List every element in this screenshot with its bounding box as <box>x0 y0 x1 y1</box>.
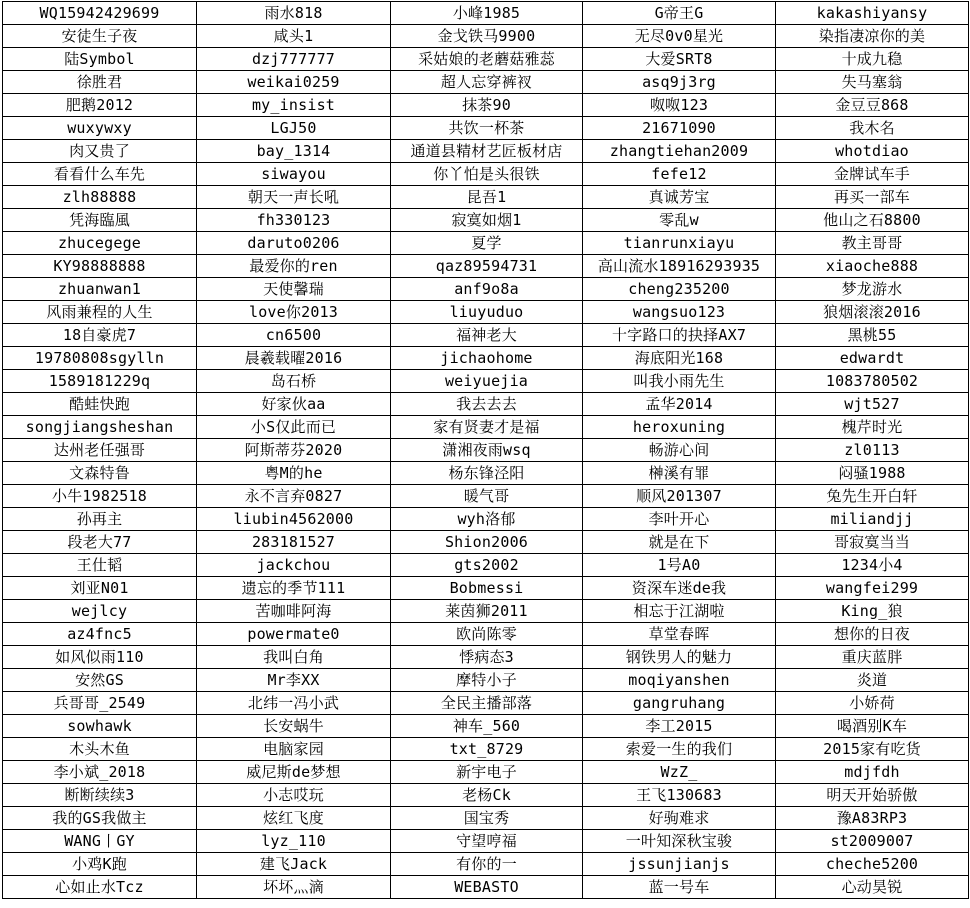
table-cell[interactable]: 叫我小雨先生 <box>583 370 776 393</box>
table-cell[interactable]: my_insist <box>197 94 391 117</box>
table-cell[interactable]: 十成九稳 <box>776 48 969 71</box>
table-cell[interactable]: miliandjj <box>776 508 969 531</box>
table-cell[interactable]: 槐芹时光 <box>776 416 969 439</box>
table-row <box>3 370 969 393</box>
table-cell[interactable]: WQ15942429699 <box>3 2 197 25</box>
table-cell[interactable]: jichaohome <box>391 347 583 370</box>
table-cell[interactable]: 好家伙aa <box>197 393 391 416</box>
table-cell[interactable]: 看看什么车先 <box>3 163 197 186</box>
table-cell[interactable]: 有你的一 <box>391 853 583 876</box>
table-row <box>3 416 969 439</box>
table-cell[interactable]: 凭海臨風 <box>3 209 197 232</box>
table-row <box>3 94 969 117</box>
table-body <box>3 2 969 899</box>
table-cell[interactable]: 徐胜君 <box>3 71 197 94</box>
table-cell[interactable]: 暖气哥 <box>391 485 583 508</box>
table-cell[interactable]: 明天开始骄傲 <box>776 784 969 807</box>
table-row <box>3 393 969 416</box>
table-cell[interactable]: 粤M的he <box>197 462 391 485</box>
table-cell[interactable]: 肥鹅2012 <box>3 94 197 117</box>
table-row <box>3 853 969 876</box>
table-cell[interactable]: 金戈铁马9900 <box>391 25 583 48</box>
table-cell[interactable]: 零乱w <box>583 209 776 232</box>
table-cell[interactable]: 想你的日夜 <box>776 623 969 646</box>
table-cell[interactable]: 索爱一生的我们 <box>583 738 776 761</box>
table-cell[interactable]: 炎道 <box>776 669 969 692</box>
table-cell[interactable]: 1号A0 <box>583 554 776 577</box>
table-cell[interactable]: cheng235200 <box>583 278 776 301</box>
table-cell[interactable]: gts2002 <box>391 554 583 577</box>
table-cell[interactable]: 王仕韬 <box>3 554 197 577</box>
table-cell[interactable]: heroxuning <box>583 416 776 439</box>
table-cell[interactable]: 18自豪虎7 <box>3 324 197 347</box>
table-cell[interactable]: 金牌试车手 <box>776 163 969 186</box>
table-cell[interactable]: 杨东锋泾阳 <box>391 462 583 485</box>
table-cell[interactable]: wyh洛郁 <box>391 508 583 531</box>
table-row <box>3 301 969 324</box>
table-cell[interactable]: 好驹难求 <box>583 807 776 830</box>
table-cell[interactable]: King_狼 <box>776 600 969 623</box>
table-cell[interactable]: 小S仅此而已 <box>197 416 391 439</box>
table-cell[interactable]: 夏学 <box>391 232 583 255</box>
table-cell[interactable]: 小娇荷 <box>776 692 969 715</box>
table-cell[interactable]: 晨羲载曜2016 <box>197 347 391 370</box>
table-cell[interactable]: siwayou <box>197 163 391 186</box>
table-cell[interactable]: 寂寞如烟1 <box>391 209 583 232</box>
table-cell[interactable]: 抹茶90 <box>391 94 583 117</box>
table-cell[interactable]: 教主哥哥 <box>776 232 969 255</box>
table-cell[interactable]: 福神老大 <box>391 324 583 347</box>
table-row <box>3 232 969 255</box>
table-cell[interactable]: 兔先生开白轩 <box>776 485 969 508</box>
table-cell[interactable]: wangfei299 <box>776 577 969 600</box>
table-cell[interactable]: weikai0259 <box>197 71 391 94</box>
table-cell[interactable]: 榊溪有罪 <box>583 462 776 485</box>
table-row <box>3 554 969 577</box>
table-cell[interactable]: 炫红飞度 <box>197 807 391 830</box>
table-cell[interactable]: jackchou <box>197 554 391 577</box>
table-cell[interactable]: 新宇电子 <box>391 761 583 784</box>
table-cell[interactable]: 梦龙游水 <box>776 278 969 301</box>
table-cell[interactable]: 咸头1 <box>197 25 391 48</box>
table-cell[interactable]: 文森特鲁 <box>3 462 197 485</box>
table-cell[interactable]: 我叫白角 <box>197 646 391 669</box>
table-row <box>3 163 969 186</box>
table-cell[interactable]: tianrunxiayu <box>583 232 776 255</box>
table-cell[interactable]: Mr李XX <box>197 669 391 692</box>
table-cell[interactable]: 蓝一号车 <box>583 876 776 899</box>
table-row <box>3 278 969 301</box>
table-cell[interactable]: love你2013 <box>197 301 391 324</box>
table-cell[interactable]: 1083780502 <box>776 370 969 393</box>
table-cell[interactable]: 283181527 <box>197 531 391 554</box>
table-cell[interactable]: 建飞Jack <box>197 853 391 876</box>
table-cell[interactable]: 木头木鱼 <box>3 738 197 761</box>
table-cell[interactable]: 闷骚1988 <box>776 462 969 485</box>
table-cell[interactable]: 1234小4 <box>776 554 969 577</box>
table-cell[interactable]: 采姑娘的老蘑菇雅蕊 <box>391 48 583 71</box>
table-cell[interactable]: qaz89594731 <box>391 255 583 278</box>
table-cell[interactable]: 潇湘夜雨wsq <box>391 439 583 462</box>
table-cell[interactable]: bay_1314 <box>197 140 391 163</box>
table-row <box>3 209 969 232</box>
table-cell[interactable]: WzZ_ <box>583 761 776 784</box>
table-row <box>3 830 969 853</box>
table-cell[interactable]: 21671090 <box>583 117 776 140</box>
table-row <box>3 439 969 462</box>
table-cell[interactable]: daruto0206 <box>197 232 391 255</box>
table-cell[interactable]: 北纬一冯小武 <box>197 692 391 715</box>
table-cell[interactable]: zhuanwan1 <box>3 278 197 301</box>
table-row <box>3 623 969 646</box>
table-cell[interactable]: 海底阳光168 <box>583 347 776 370</box>
table-cell[interactable]: 欧尚陈零 <box>391 623 583 646</box>
table-cell[interactable]: zlh88888 <box>3 186 197 209</box>
table-cell[interactable]: 顺风201307 <box>583 485 776 508</box>
table-cell[interactable]: powermate0 <box>197 623 391 646</box>
table-cell[interactable]: 再买一部车 <box>776 186 969 209</box>
table-cell[interactable]: 通道县精材艺匠板材店 <box>391 140 583 163</box>
table-cell[interactable]: 我的GS我做主 <box>3 807 197 830</box>
username-table <box>2 1 969 899</box>
table-cell[interactable]: 肉又贵了 <box>3 140 197 163</box>
table-cell[interactable]: 高山流水18916293935 <box>583 255 776 278</box>
table-row <box>3 807 969 830</box>
table-cell[interactable]: cheche5200 <box>776 853 969 876</box>
table-row <box>3 255 969 278</box>
table-cell[interactable]: 钢铁男人的魅力 <box>583 646 776 669</box>
table-cell[interactable]: 他山之石8800 <box>776 209 969 232</box>
table-cell[interactable]: 染指凄凉你的美 <box>776 25 969 48</box>
table-cell[interactable]: cn6500 <box>197 324 391 347</box>
table-cell[interactable]: 永不言弃0827 <box>197 485 391 508</box>
table-cell[interactable]: 就是在下 <box>583 531 776 554</box>
table-cell[interactable]: 悸病态3 <box>391 646 583 669</box>
table-cell[interactable]: songjiangsheshan <box>3 416 197 439</box>
table-cell[interactable]: 黑桃55 <box>776 324 969 347</box>
table-cell[interactable]: sowhawk <box>3 715 197 738</box>
table-row <box>3 508 969 531</box>
table-row <box>3 531 969 554</box>
table-cell[interactable]: 重庆蓝胖 <box>776 646 969 669</box>
table-cell[interactable]: 段老大77 <box>3 531 197 554</box>
table-row <box>3 600 969 623</box>
table-cell[interactable]: 你丫怕是头很铁 <box>391 163 583 186</box>
table-cell[interactable]: 守望哼福 <box>391 830 583 853</box>
table-cell[interactable]: zhucegege <box>3 232 197 255</box>
table-cell[interactable]: WANG丨GY <box>3 830 197 853</box>
table-cell[interactable]: mdjfdh <box>776 761 969 784</box>
table-row <box>3 485 969 508</box>
table-cell[interactable]: 兵哥哥_2549 <box>3 692 197 715</box>
table-cell[interactable]: 超人忘穿裤衩 <box>391 71 583 94</box>
table-cell[interactable]: 大爱SRT8 <box>583 48 776 71</box>
table-cell[interactable]: 十字路口的抉择AX7 <box>583 324 776 347</box>
table-cell[interactable]: 喝酒别K车 <box>776 715 969 738</box>
table-cell[interactable]: 神车_560 <box>391 715 583 738</box>
table-cell[interactable]: 呶呶123 <box>583 94 776 117</box>
table-cell[interactable]: lyz_110 <box>197 830 391 853</box>
table-cell[interactable]: 王飞130683 <box>583 784 776 807</box>
table-cell[interactable]: 国宝秀 <box>391 807 583 830</box>
table-cell[interactable]: 断断续续3 <box>3 784 197 807</box>
table-row <box>3 140 969 163</box>
table-cell[interactable]: jssunjianjs <box>583 853 776 876</box>
table-row <box>3 48 969 71</box>
table-cell[interactable]: liubin4562000 <box>197 508 391 531</box>
table-cell[interactable]: 苦咖啡阿海 <box>197 600 391 623</box>
table-cell[interactable]: 电脑家园 <box>197 738 391 761</box>
table-cell[interactable]: 酷蛙快跑 <box>3 393 197 416</box>
table-cell[interactable]: 安徒生子夜 <box>3 25 197 48</box>
table-cell[interactable]: 达州老任强哥 <box>3 439 197 462</box>
table-row <box>3 117 969 140</box>
table-row <box>3 715 969 738</box>
table-cell[interactable]: 陆Symbol <box>3 48 197 71</box>
table-cell[interactable]: LGJ50 <box>197 117 391 140</box>
table-cell[interactable]: asq9j3rg <box>583 71 776 94</box>
table-cell[interactable]: 我木名 <box>776 117 969 140</box>
table-cell[interactable]: 如风似雨110 <box>3 646 197 669</box>
table-cell[interactable]: 刘亚N01 <box>3 577 197 600</box>
table-cell[interactable]: fefe12 <box>583 163 776 186</box>
table-cell[interactable]: G帝王G <box>583 2 776 25</box>
table-cell[interactable]: 心动昊锐 <box>776 876 969 899</box>
table-cell[interactable]: az4fnc5 <box>3 623 197 646</box>
table-cell[interactable]: KY98888888 <box>3 255 197 278</box>
table-row <box>3 876 969 899</box>
table-cell[interactable]: st2009007 <box>776 830 969 853</box>
table-cell[interactable]: zl0113 <box>776 439 969 462</box>
table-cell[interactable]: 相忘于江湖啦 <box>583 600 776 623</box>
table-row <box>3 692 969 715</box>
table-cell[interactable]: weiyuejia <box>391 370 583 393</box>
table-row <box>3 71 969 94</box>
table-cell[interactable]: 哥寂寞当当 <box>776 531 969 554</box>
table-cell[interactable]: 一叶知深秋宝骏 <box>583 830 776 853</box>
table-cell[interactable]: 雨水818 <box>197 2 391 25</box>
table-cell[interactable]: wjt527 <box>776 393 969 416</box>
table-cell[interactable]: 摩特小子 <box>391 669 583 692</box>
table-row <box>3 25 969 48</box>
table-cell[interactable]: liuyuduo <box>391 301 583 324</box>
table-cell[interactable]: 心如止水Tcz <box>3 876 197 899</box>
table-cell[interactable]: wuxywxy <box>3 117 197 140</box>
table-cell[interactable]: gangruhang <box>583 692 776 715</box>
table-cell[interactable]: 真诚芳宝 <box>583 186 776 209</box>
table-cell[interactable]: 孟华2014 <box>583 393 776 416</box>
table-cell[interactable]: 畅游心间 <box>583 439 776 462</box>
table-cell[interactable]: 豫A83RP3 <box>776 807 969 830</box>
table-cell[interactable]: 19780808sgylln <box>3 347 197 370</box>
table-cell[interactable]: 小鸡K跑 <box>3 853 197 876</box>
table-cell[interactable]: wejlcy <box>3 600 197 623</box>
table-cell[interactable]: 李小斌_2018 <box>3 761 197 784</box>
table-cell[interactable]: 狼烟滚滚2016 <box>776 301 969 324</box>
table-row <box>3 2 969 25</box>
table-cell[interactable]: xiaoche888 <box>776 255 969 278</box>
table-cell[interactable]: dzj777777 <box>197 48 391 71</box>
table-cell[interactable]: 阿斯蒂芬2020 <box>197 439 391 462</box>
table-row <box>3 784 969 807</box>
table-cell[interactable]: wangsuo123 <box>583 301 776 324</box>
table-cell[interactable]: 资深车迷de我 <box>583 577 776 600</box>
table-cell[interactable]: 小志哎玩 <box>197 784 391 807</box>
table-cell[interactable]: moqiyanshen <box>583 669 776 692</box>
table-cell[interactable]: 长安蜗牛 <box>197 715 391 738</box>
table-cell[interactable]: 孙再主 <box>3 508 197 531</box>
table-cell[interactable]: 草堂春晖 <box>583 623 776 646</box>
table-cell[interactable]: 李工2015 <box>583 715 776 738</box>
table-row <box>3 347 969 370</box>
table-cell[interactable]: 2015家有吃货 <box>776 738 969 761</box>
table-cell[interactable]: 小峰1985 <box>391 2 583 25</box>
table-cell[interactable]: 朝天一声长吼 <box>197 186 391 209</box>
table-cell[interactable]: Bobmessi <box>391 577 583 600</box>
table-cell[interactable]: 小牛1982518 <box>3 485 197 508</box>
table-cell[interactable]: zhangtiehan2009 <box>583 140 776 163</box>
table-cell[interactable]: 老杨Ck <box>391 784 583 807</box>
table-cell[interactable]: 我去去去 <box>391 393 583 416</box>
table-row <box>3 738 969 761</box>
table-cell[interactable]: txt_8729 <box>391 738 583 761</box>
table-row <box>3 462 969 485</box>
table-cell[interactable]: 李叶开心 <box>583 508 776 531</box>
table-cell[interactable]: 遗忘的季节111 <box>197 577 391 600</box>
table-cell[interactable]: 最爱你的ren <box>197 255 391 278</box>
table-cell[interactable]: 安然GS <box>3 669 197 692</box>
table-row <box>3 577 969 600</box>
table-cell[interactable]: 莱茵狮2011 <box>391 600 583 623</box>
table-cell[interactable]: 岛石桥 <box>197 370 391 393</box>
table-cell[interactable]: 金豆豆868 <box>776 94 969 117</box>
table-cell[interactable]: 风雨兼程的人生 <box>3 301 197 324</box>
table-cell[interactable]: 威尼斯de梦想 <box>197 761 391 784</box>
table-cell[interactable]: anf9o8a <box>391 278 583 301</box>
table-cell[interactable]: kakashiyansy <box>776 2 969 25</box>
table-cell[interactable]: 1589181229q <box>3 370 197 393</box>
table-row <box>3 324 969 347</box>
table-cell[interactable]: 昆吾1 <box>391 186 583 209</box>
table-cell[interactable]: whotdiao <box>776 140 969 163</box>
table-row <box>3 761 969 784</box>
table-cell[interactable]: edwardt <box>776 347 969 370</box>
table-cell[interactable]: 全民主播部落 <box>391 692 583 715</box>
table-cell[interactable]: 天使馨瑞 <box>197 278 391 301</box>
table-cell[interactable]: 共饮一杯茶 <box>391 117 583 140</box>
table-cell[interactable]: WEBASTO <box>391 876 583 899</box>
table-cell[interactable]: 失马塞翁 <box>776 71 969 94</box>
table-row <box>3 186 969 209</box>
table-row <box>3 669 969 692</box>
table-cell[interactable]: 家有贤妻才是福 <box>391 416 583 439</box>
table-cell[interactable]: 坏坏灬滴 <box>197 876 391 899</box>
table-row <box>3 646 969 669</box>
table-cell[interactable]: fh330123 <box>197 209 391 232</box>
table-cell[interactable]: Shion2006 <box>391 531 583 554</box>
table-cell[interactable]: 无尽0v0星光 <box>583 25 776 48</box>
